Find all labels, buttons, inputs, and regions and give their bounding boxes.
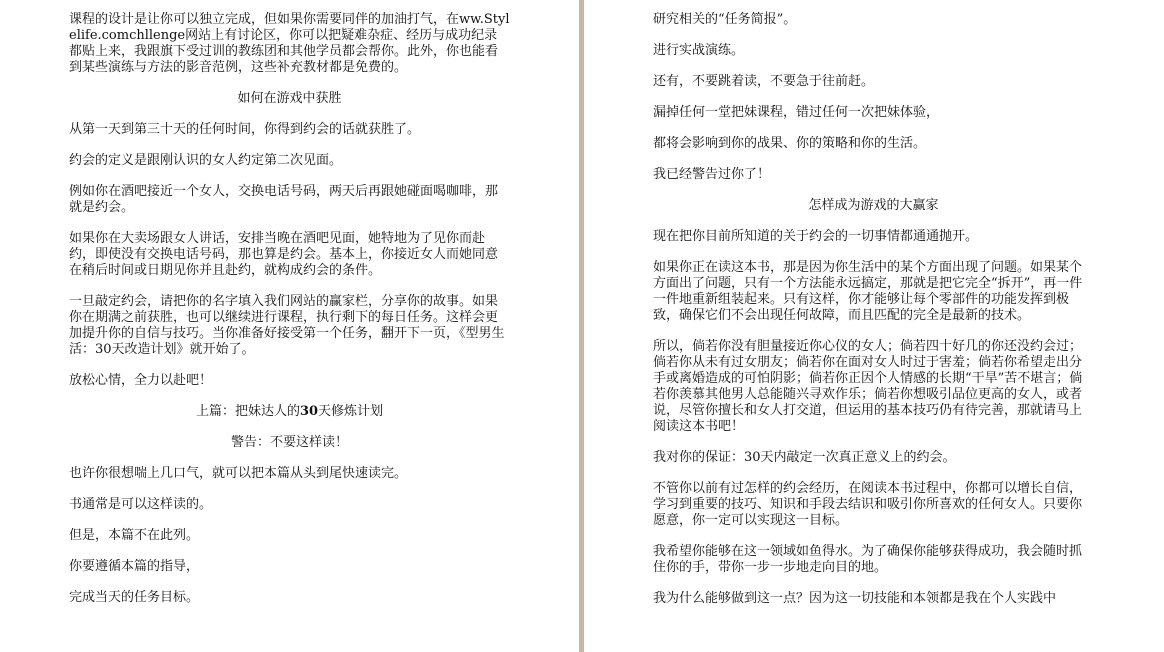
part-title [69, 404, 510, 420]
right-page-text [653, 12, 1094, 622]
paragraph: 还有，不要跳着读，不要急于往前赶。 [653, 74, 875, 89]
left-page-text [69, 12, 510, 621]
warning-heading: 警告：不要这样读！ [230, 435, 348, 450]
paragraph: 你要遵循本篇的指导， [69, 559, 200, 574]
page-gutter [579, 0, 584, 652]
paragraph: 我已经警告过你了！ [653, 167, 771, 182]
paragraph: 也许你很想喘上几口气，就可以把本篇从头到尾快速读完。 [69, 466, 408, 481]
paragraph: 约会的定义是跟刚认识的女人约定第二次见面。 [69, 153, 343, 168]
paragraph: 一旦敲定约会，请把你的名字填入我们网站的赢家栏，分享你的故事。如果你在期满之前获胜，也可以继续进行课程，执行剩下的每日任务。这样会更加提升你的自信与技巧。当你准备好接受第一个任务，翻开下一页，《型男生活：30天改造计划》就开始了。 [69, 294, 505, 357]
paragraph: 放松心情，全力以赴吧！ [69, 373, 213, 388]
paragraph: 研究相关的“任务简报”。 [653, 12, 797, 27]
paragraph: 都将会影响到你的战果、你的策略和你的生活。 [653, 136, 927, 151]
paragraph: 漏掉任何一堂把妹课程，错过任何一次把妹体验， [653, 105, 940, 120]
part-title-number: 30 [299, 404, 319, 419]
section-heading: 怎样成为游戏的大赢家 [808, 198, 939, 213]
paragraph: 现在把你目前所知道的关于约会的一切事情都通通抛开。 [653, 229, 979, 244]
paragraph: 进行实战演练。 [653, 43, 745, 58]
paragraph: 书通常是可以这样读的。 [69, 497, 213, 512]
paragraph: 如果你正在读这本书，那是因为你生活中的某个方面出现了问题。如果某个方面出了问题，只有一个方法能永远搞定，那就是把它完全“拆开”，再一件一件地重新组装起来。只有这样，你才能够让每个零部件的功能发挥到极致，确保它们不会出现任何故障，而且匹配的完全是最新的技术。 [653, 260, 1083, 323]
paragraph: 所以，倘若你没有胆量接近你心仪的女人；倘若四十好几的你还没约会过；倘若你从未有过女朋友；倘若你在面对女人时过于害羞；倘若你希望走出分手或离婚造成的可怕阴影；倘若你正因个人情感的长期“干旱”苦不堪言；倘若你羡慕其他男人总能随兴寻欢作乐；倘若你想吸引品位更高的女人，或者说，尽管你擅长和女人打交道，但运用的基本技巧仍有待完善，那就请马上阅读这本书吧！ [653, 339, 1083, 434]
part-title-suffix: 天修炼计划 [318, 404, 384, 419]
part-title-prefix: 上篇：把妹达人的 [195, 404, 300, 419]
paragraph: 我希望你能够在这一领域如鱼得水。为了确保你能够获得成功，我会随时抓住你的手，带你一步一步地走向目的地。 [653, 544, 1083, 575]
right-page [586, 0, 1164, 652]
paragraph: 课程的设计是让你可以独立完成，但如果你需要同伴的加油打气，在ww.Stylelife.comchllenge网站上有讨论区，你可以把疑难杂症、经历与成功纪录都贴上来，我跟旗下受过训的教练团和其他学员都会帮你。此外，你也能看到某些演练与方法的影音范例，这些补充教材都是免费的。 [69, 12, 510, 75]
paragraph: 不管你以前有过怎样的约会经历，在阅读本书过程中，你都可以增长自信，学习到重要的技巧、知识和手段去结识和吸引你所喜欢的任何女人。只要你愿意，你一定可以实现这一目标。 [653, 481, 1083, 528]
section-heading: 如何在游戏中获胜 [237, 91, 342, 106]
left-page [0, 0, 580, 652]
paragraph: 我为什么能够做到这一点？因为这一切技能和本领都是我在个人实践中 [653, 591, 1057, 606]
paragraph: 但是，本篇不在此列。 [69, 528, 200, 543]
paragraph: 完成当天的任务目标。 [69, 590, 200, 605]
paragraph: 如果你在大卖场跟女人讲话，安排当晚在酒吧见面，她特地为了见你而赴约，即使没有交换电话号码，那也算是约会。基本上，你接近女人而她同意在稍后时间或日期见你并且赴约，就构成约会的条件。 [69, 231, 499, 278]
paragraph: 例如你在酒吧接近一个女人，交换电话号码，两天后再跟她碰面喝咖啡，那就是约会。 [69, 184, 499, 215]
paragraph: 从第一天到第三十天的任何时间，你得到约会的话就获胜了。 [69, 122, 421, 137]
paragraph: 我对你的保证：30天内敲定一次真正意义上的约会。 [653, 450, 956, 465]
